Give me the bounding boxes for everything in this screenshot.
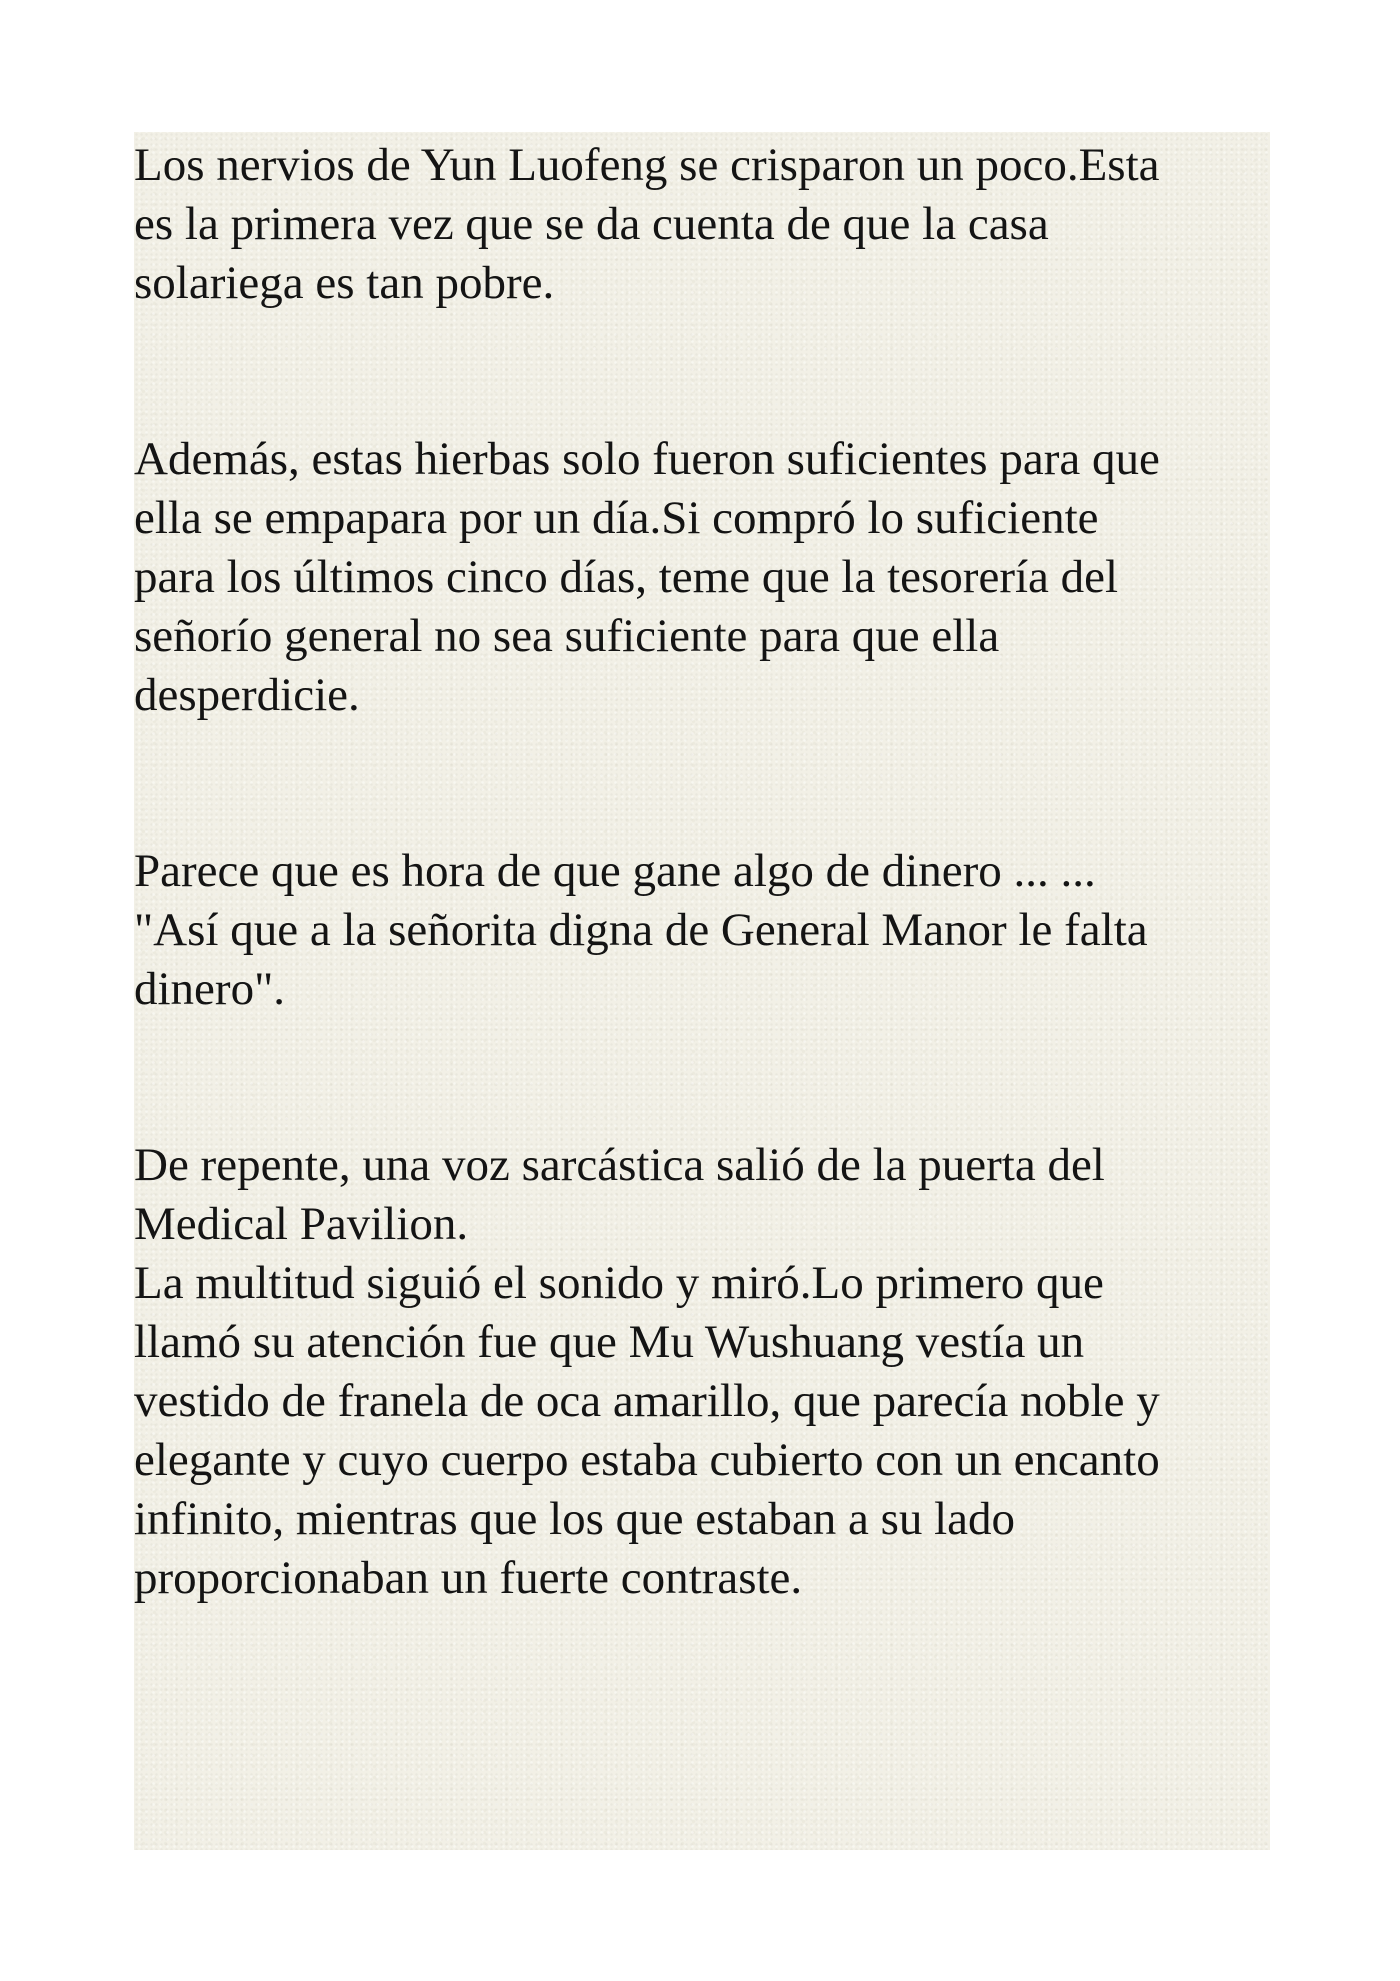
paragraph-3: Parece que es hora de que gane algo de dinero ... ... "Así que a la señorita digna de General Manor le falta dinero". [134, 845, 1148, 1015]
document-page [134, 132, 1270, 1850]
paragraph-2: Además, estas hierbas solo fueron suficientes para que ella se empapara por un día.Si compró lo suficiente para los últimos cinco días, teme que la tesorería del señorío general no sea suficiente para que ella desperdicie. [134, 433, 1160, 721]
paragraph-4: De repente, una voz sarcástica salió de la puerta del Medical Pavilion. La multitud siguió el sonido y miró.Lo primero que llamó su atención fue que Mu Wushuang vestía un vestido de franela de oca amarillo, que parecía noble y elegante y cuyo cuerpo estaba cubierto con un encanto infinito, mientras que los que estaban a su lado proporcionaban un fuerte contraste. [134, 1139, 1160, 1604]
paragraph-1: Los nervios de Yun Luofeng se crisparon un poco.Esta es la primera vez que se da cuenta de que la casa solariega es tan pobre. [134, 139, 1160, 309]
